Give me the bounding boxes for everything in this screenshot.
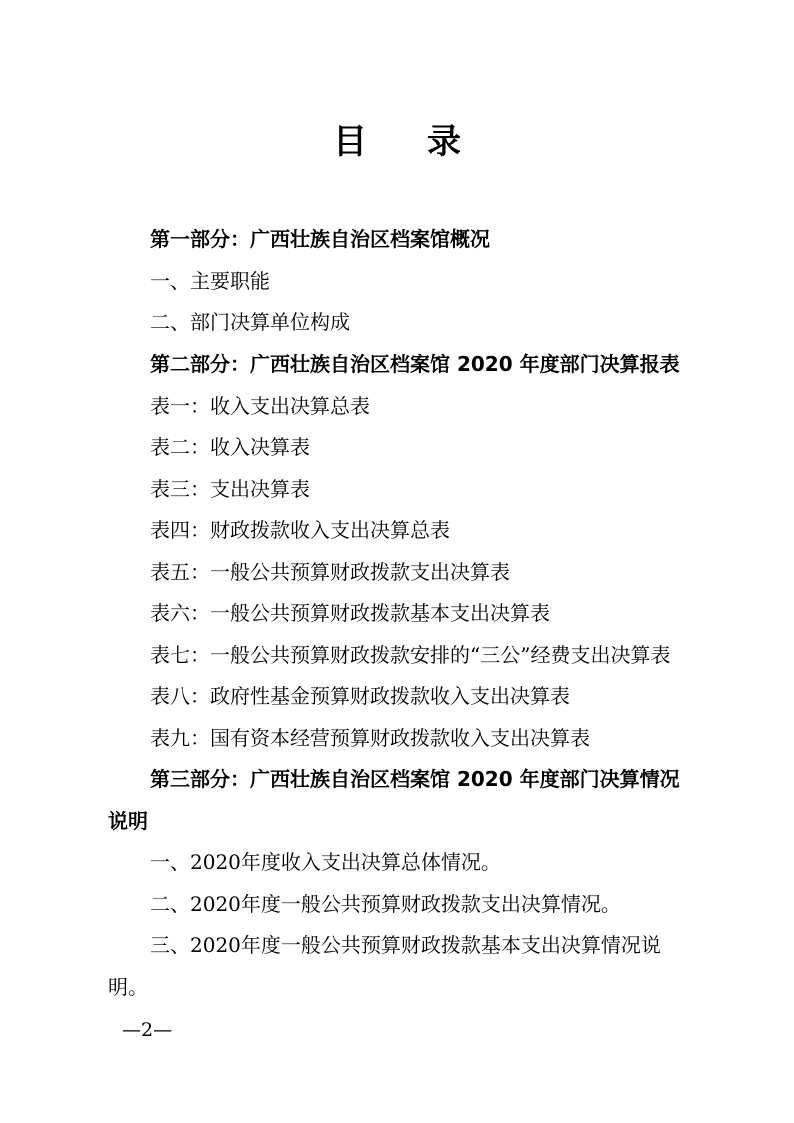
toc-item: 二、2020年度一般公共预算财政拨款支出决算情况。: [150, 892, 621, 916]
page-title: 目录: [333, 122, 521, 162]
toc-item: 表九：国有资本经营预算财政拨款收入支出决算表: [150, 726, 590, 750]
toc-item: 一、2020年度收入支出决算总体情况。: [150, 850, 501, 874]
toc-item: 二、部门决算单位构成: [150, 310, 350, 334]
toc-item: 表四：财政拨款收入支出决算总表: [150, 518, 450, 542]
toc-item: 三、2020年度一般公共预算财政拨款基本支出决算情况说: [150, 933, 661, 957]
part2-heading: 第二部分：广西壮族自治区档案馆 2020 年度部门决算报表: [150, 352, 680, 376]
toc-item-continued: 明。: [108, 975, 148, 999]
toc-item: 表六：一般公共预算财政拨款基本支出决算表: [150, 601, 550, 625]
toc-item: 表一：收入支出决算总表: [150, 394, 370, 418]
part1-heading: 第一部分：广西壮族自治区档案馆概况: [150, 227, 490, 251]
toc-item: 表五：一般公共预算财政拨款支出决算表: [150, 560, 510, 584]
toc-item: 表七：一般公共预算财政拨款安排的“三公”经费支出决算表: [150, 643, 671, 667]
toc-item: 表二：收入决算表: [150, 435, 310, 459]
toc-item: 表三：支出决算表: [150, 477, 310, 501]
part3-heading-continued: 说明: [108, 809, 148, 833]
page-number: —2—: [122, 1019, 173, 1041]
toc-item: 表八：政府性基金预算财政拨款收入支出决算表: [150, 684, 570, 708]
toc-item: 一、主要职能: [150, 269, 270, 293]
part3-heading: 第三部分：广西壮族自治区档案馆 2020 年度部门决算情况: [150, 767, 680, 791]
